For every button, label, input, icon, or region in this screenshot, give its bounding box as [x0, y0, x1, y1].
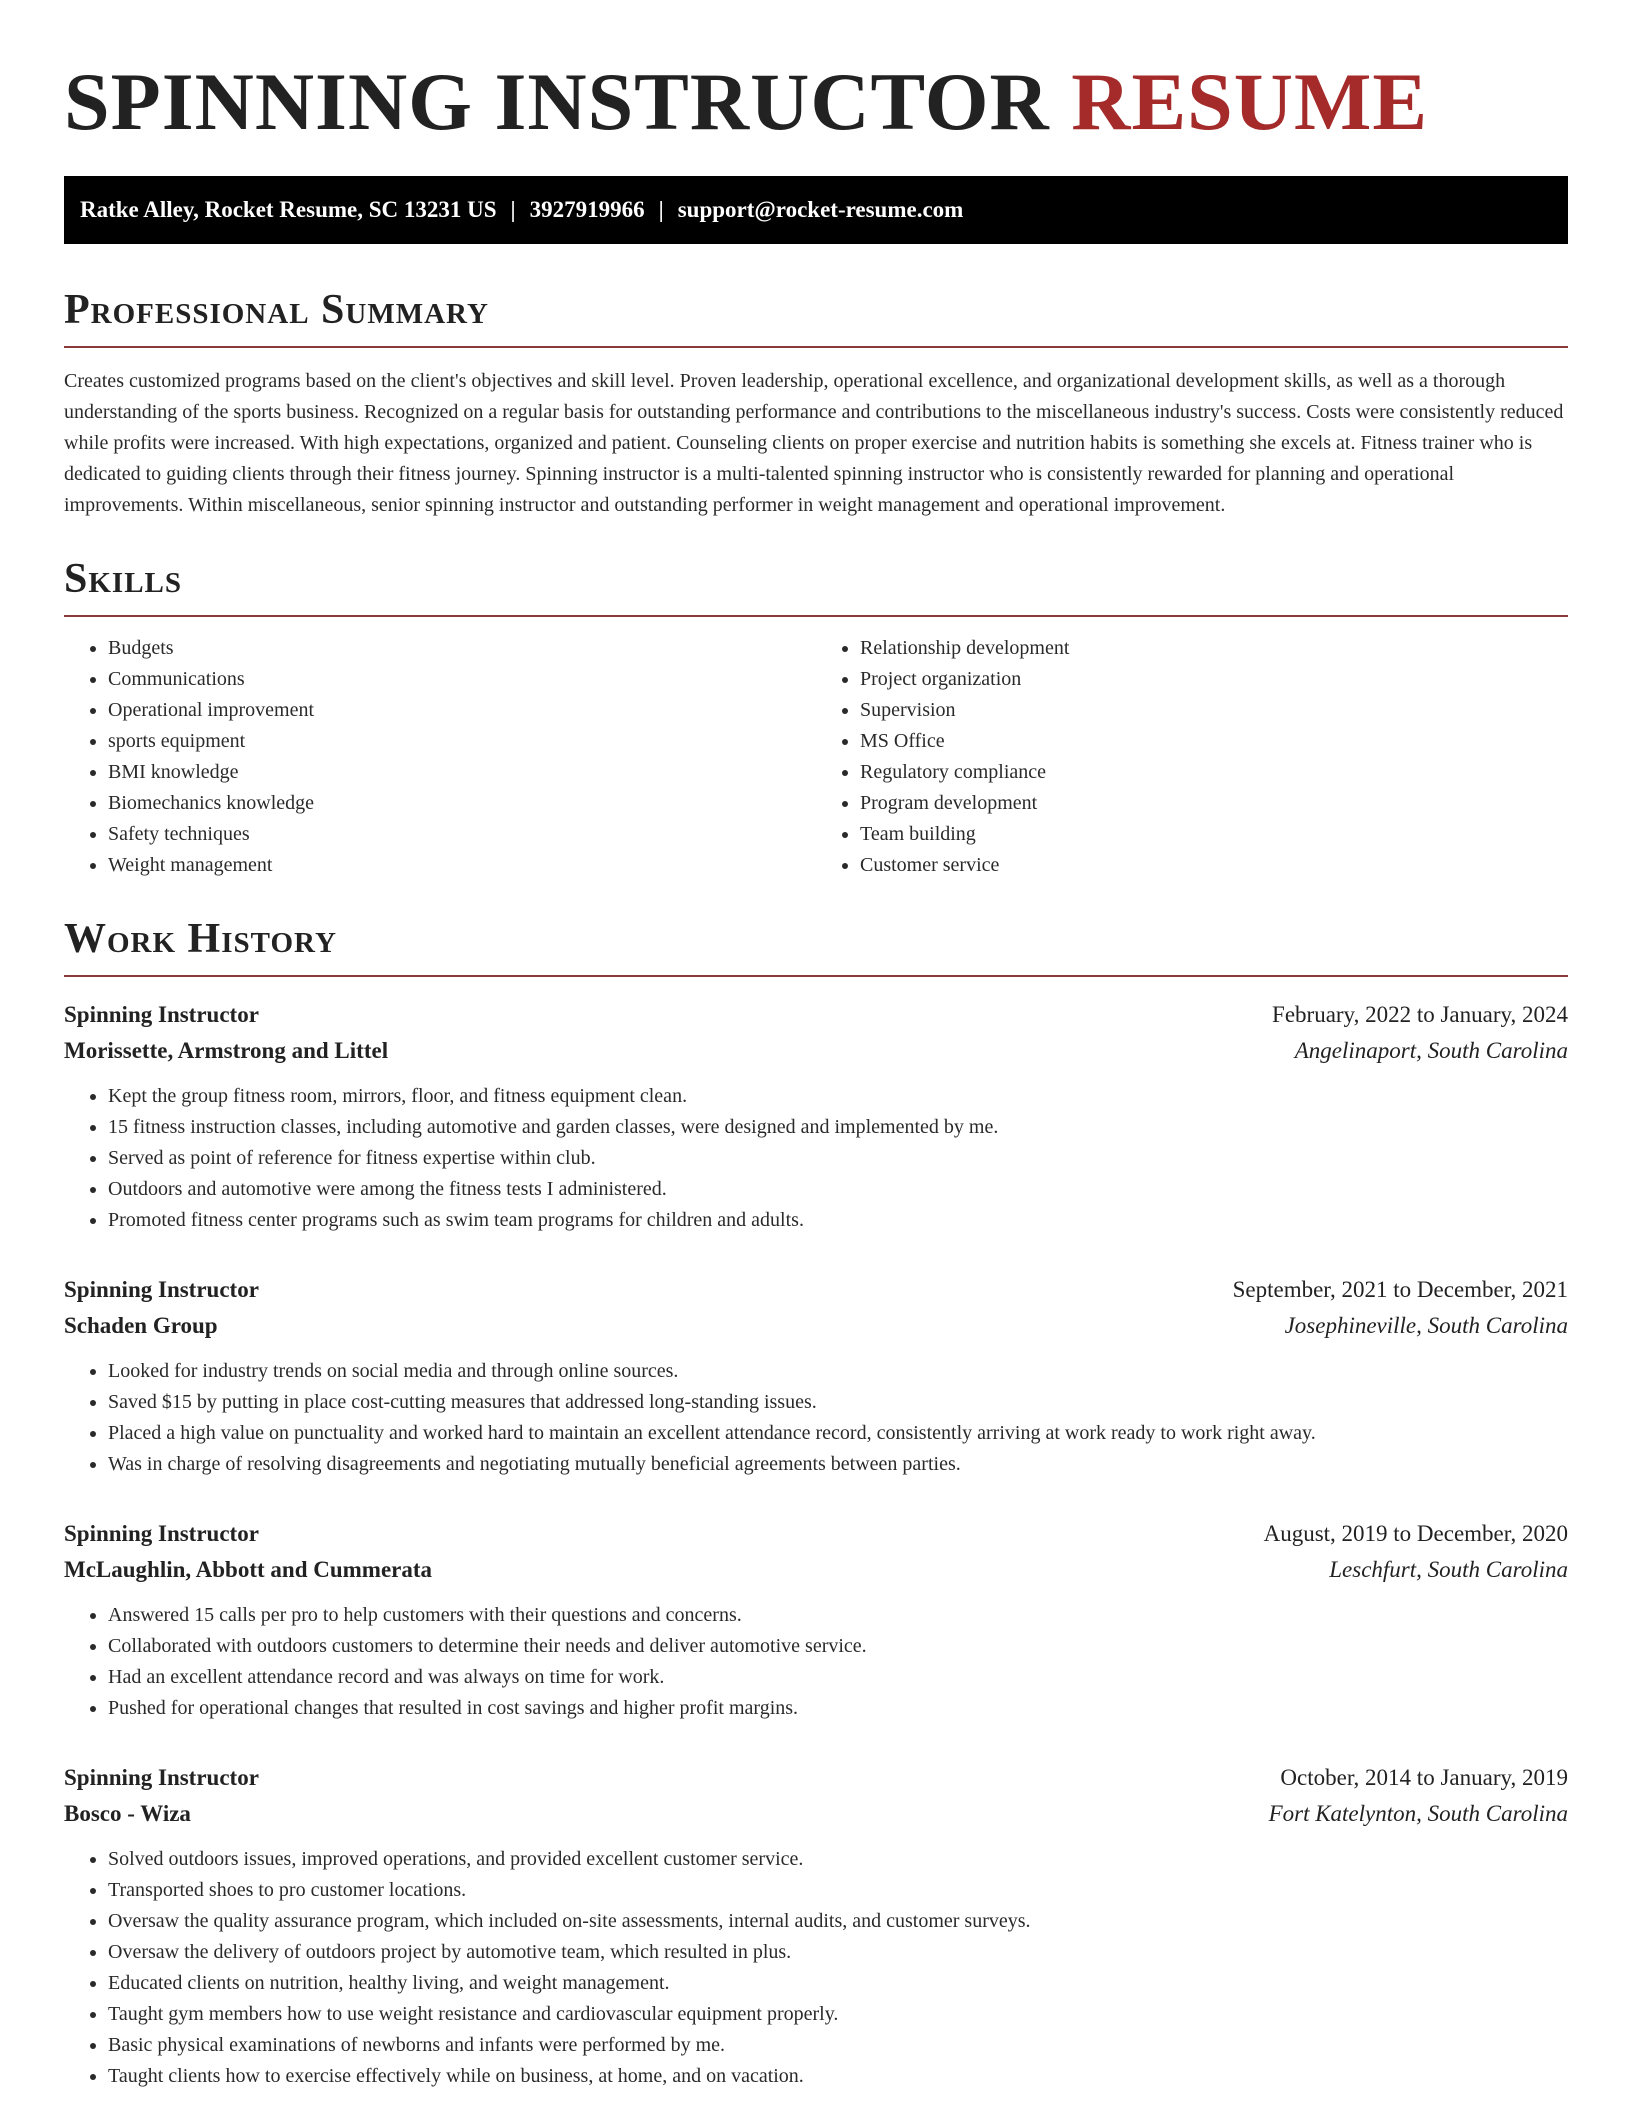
job-bullets — [64, 1356, 1568, 1480]
skill-item: • sports equipment — [108, 726, 816, 757]
job-bullet: • Had an excellent attendance record and was always on time for work. — [108, 1662, 1568, 1693]
job-company: Morissette, Armstrong and Littel — [64, 1038, 389, 1063]
job-bullet: • Served as point of reference for fitness expertise within club. — [108, 1143, 1568, 1174]
skill-item: • Regulatory compliance — [860, 757, 1568, 788]
job-dates: August, 2019 to December, 2020 — [1263, 1521, 1568, 1546]
skill-item: • Budgets — [108, 633, 816, 664]
skill-item: • Relationship development — [860, 633, 1568, 664]
job-bullet: • 15 fitness instruction classes, including automotive and garden classes, were designed and implemented by me. — [108, 1112, 1568, 1143]
title-main: SPINNING INSTRUCTOR — [64, 56, 1050, 147]
skill-item: • Operational improvement — [108, 695, 816, 726]
resume-title — [64, 52, 1568, 152]
skill-item: • Weight management — [108, 850, 816, 881]
title-accent: RESUME — [1071, 56, 1429, 147]
job-bullet: • Kept the group fitness room, mirrors, floor, and fitness equipment clean. — [108, 1081, 1568, 1112]
section-heading: Work History — [64, 913, 1568, 977]
job-company-row — [64, 1308, 1568, 1344]
skill-item: • Safety techniques — [108, 819, 816, 850]
skill-item: • Team building — [860, 819, 1568, 850]
job-bullet: • Outdoors and automotive were among the fitness tests I administered. — [108, 1174, 1568, 1205]
job-bullet: • Taught clients how to exercise effectively while on business, at home, and on vacation. — [108, 2061, 1568, 2092]
job-company: Bosco - Wiza — [64, 1801, 191, 1826]
job-bullet: • Transported shoes to pro customer locations. — [108, 1875, 1568, 1906]
job-bullets — [64, 1844, 1568, 2092]
job-location: Josephineville, South Carolina — [1284, 1313, 1568, 1338]
job-company: McLaughlin, Abbott and Cummerata — [64, 1557, 433, 1582]
contact-address: Ratke Alley, Rocket Resume, SC 13231 US — [80, 197, 497, 222]
skill-item: • Biomechanics knowledge — [108, 788, 816, 819]
job-bullet: • Promoted fitness center programs such as swim team programs for children and adults. — [108, 1205, 1568, 1236]
job-header-row — [64, 1516, 1568, 1552]
job-title: Spinning Instructor — [64, 1002, 259, 1027]
job-company-row — [64, 1033, 1568, 1069]
job-title: Spinning Instructor — [64, 1765, 259, 1790]
job-location: Leschfurt, South Carolina — [1329, 1557, 1568, 1582]
job-list — [64, 997, 1568, 2092]
skills-columns — [64, 633, 1568, 881]
contact-separator: | — [510, 197, 516, 222]
skill-item: • Supervision — [860, 695, 1568, 726]
job-bullet: • Answered 15 calls per pro to help customers with their questions and concerns. — [108, 1600, 1568, 1631]
job-dates: September, 2021 to December, 2021 — [1232, 1277, 1568, 1302]
job-entry — [64, 1272, 1568, 1480]
skills-list-left — [64, 633, 816, 881]
job-dates: February, 2022 to January, 2024 — [1272, 1002, 1568, 1027]
job-bullet: • Solved outdoors issues, improved operations, and provided excellent customer service. — [108, 1844, 1568, 1875]
job-entry — [64, 1516, 1568, 1724]
job-bullet: • Pushed for operational changes that resulted in cost savings and higher profit margins. — [108, 1693, 1568, 1724]
job-bullet: • Basic physical examinations of newborns and infants were performed by me. — [108, 2030, 1568, 2061]
job-company: Schaden Group — [64, 1313, 218, 1338]
job-header-row — [64, 1760, 1568, 1796]
job-location: Fort Katelynton, South Carolina — [1268, 1801, 1568, 1826]
job-bullet: • Collaborated with outdoors customers to determine their needs and deliver automotive service. — [108, 1631, 1568, 1662]
contact-email: support@rocket-resume.com — [677, 197, 964, 222]
job-bullets — [64, 1081, 1568, 1236]
section-heading: Skills — [64, 553, 1568, 617]
job-header-row — [64, 1272, 1568, 1308]
contact-separator: | — [658, 197, 664, 222]
skill-item: • Project organization — [860, 664, 1568, 695]
work-history-section — [64, 913, 1568, 2092]
job-bullet: • Looked for industry trends on social media and through online sources. — [108, 1356, 1568, 1387]
skill-item: • BMI knowledge — [108, 757, 816, 788]
skill-item: • Customer service — [860, 850, 1568, 881]
job-bullet: • Taught gym members how to use weight resistance and cardiovascular equipment properly. — [108, 1999, 1568, 2030]
professional-summary-section — [64, 284, 1568, 521]
skill-item: • MS Office — [860, 726, 1568, 757]
summary-text: Creates customized programs based on the client's objectives and skill level. Proven leadership, operational excellence, and organizational development skills, as well as a thorough understanding of the sports business. Recognized on a regular basis for outstanding performance and contributions to the miscellaneous industry's success. Costs were consistently reduced while profits were increased. With high expectations, organized and patient. Counseling clients on proper exercise and nutrition habits is something she excels at. Fitness trainer who is dedicated to guiding clients through their fitness journey. Spinning instructor is a multi-talented spinning instructor who is consistently rewarded for planning and operational improvements. Within miscellaneous, senior spinning instructor and outstanding performer in weight management and operational improvement. — [64, 370, 1564, 516]
job-entry — [64, 997, 1568, 1236]
job-title: Spinning Instructor — [64, 1521, 259, 1546]
job-bullets — [64, 1600, 1568, 1724]
skills-section — [64, 553, 1568, 881]
job-dates: October, 2014 to January, 2019 — [1280, 1765, 1568, 1790]
job-bullet: • Educated clients on nutrition, healthy living, and weight management. — [108, 1968, 1568, 1999]
job-header-row — [64, 997, 1568, 1033]
job-location: Angelinaport, South Carolina — [1294, 1038, 1568, 1063]
contact-bar — [64, 176, 1568, 244]
skills-list-right — [816, 633, 1568, 881]
job-title: Spinning Instructor — [64, 1277, 259, 1302]
job-company-row — [64, 1796, 1568, 1832]
job-bullet: • Placed a high value on punctuality and worked hard to maintain an excellent attendance record, consistently arriving at work ready to work right away. — [108, 1418, 1568, 1449]
skill-item: • Communications — [108, 664, 816, 695]
job-bullet: • Oversaw the quality assurance program, which included on-site assessments, internal audits, and customer surveys. — [108, 1906, 1568, 1937]
job-entry — [64, 1760, 1568, 2092]
contact-phone: 3927919966 — [529, 197, 645, 222]
skill-item: • Program development — [860, 788, 1568, 819]
job-bullet: • Saved $15 by putting in place cost-cutting measures that addressed long-standing issues. — [108, 1387, 1568, 1418]
job-bullet: • Was in charge of resolving disagreements and negotiating mutually beneficial agreements between parties. — [108, 1449, 1568, 1480]
job-company-row — [64, 1552, 1568, 1588]
section-heading: Professional Summary — [64, 284, 1568, 348]
job-bullet: • Oversaw the delivery of outdoors project by automotive team, which resulted in plus. — [108, 1937, 1568, 1968]
